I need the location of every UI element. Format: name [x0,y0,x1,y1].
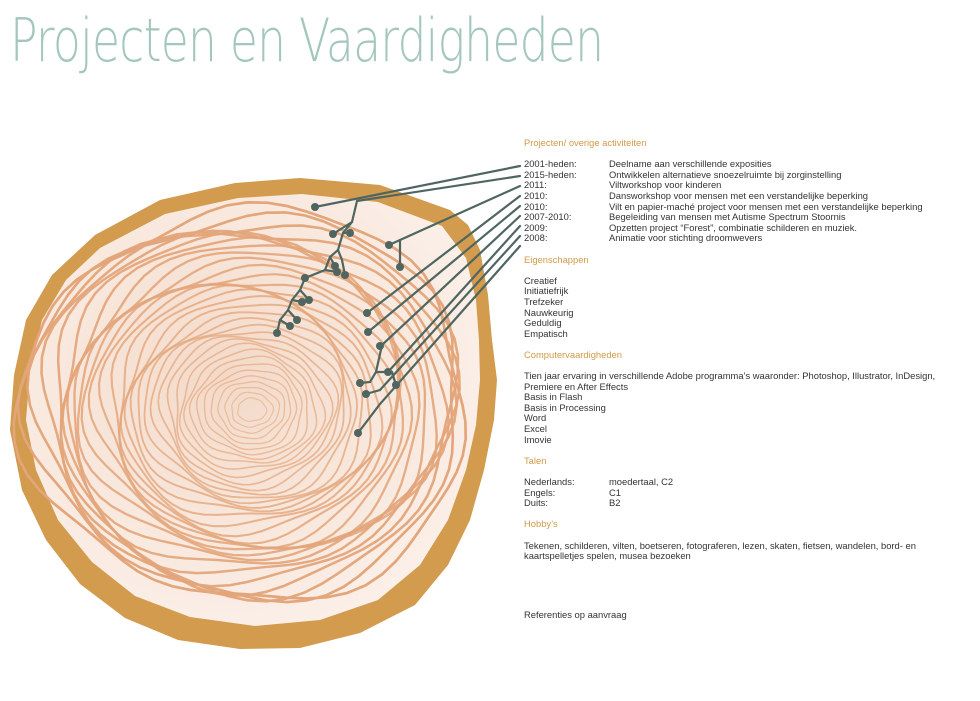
trait-item: Creatief [524,274,557,286]
computer-heading: Computervaardigheden [524,348,622,360]
branch-dot [396,263,404,271]
traits-heading: Eigenschappen [524,253,589,265]
hobbies-section [524,519,974,561]
branch-dot [346,229,354,237]
language-level: moedertaal, C2 [609,476,674,487]
project-text: Opzetten project “Forest”, combinatie schilderen en muziek. [609,221,858,233]
branch-dot [354,429,362,437]
trait-item: Initiatiefrijk [524,285,569,297]
branch-dot [333,268,341,276]
project-period: 2009: [524,221,548,233]
branch-dot [298,298,306,306]
computer-item: Basis in Flash [524,391,583,403]
language-row [524,477,974,488]
branch-dot [385,241,393,249]
computer-item: Basis in Processing [524,401,606,413]
project-text: Animatie voor stichting droomwevers [609,232,763,244]
branch-dot [273,329,281,337]
branch-dot [301,274,309,282]
references-note: Referenties op aanvraag [524,609,627,620]
project-period: 2001-heden: [524,158,577,170]
project-row [524,191,974,202]
project-row [524,233,974,244]
branch-dot [329,230,337,238]
trait-item: Empatisch [524,327,568,339]
computer-section [524,350,974,445]
branch-dot [311,203,319,211]
language-level: B2 [609,497,621,509]
branch-dot [362,390,370,398]
trait-item: Trefzeker [524,295,564,307]
hobbies-heading: Hobby’s [524,518,558,530]
traits-section [524,255,974,340]
languages-heading: Talen [524,454,547,466]
computer-item: Tien jaar ervaring in verschillende Adobe programma’s waaronder: Photoshop, Illustrator, InDesign, Premiere en After Effects [524,370,936,392]
branch-dot [376,342,384,350]
page-title: Projecten en Vaardigheden [10,6,604,76]
project-text: Begeleiding van mensen met Autisme Spectrum Stoornis [609,211,846,223]
branch-dot [363,309,371,317]
project-text: Dansworkshop voor mensen met een verstandelijke beperking [609,189,868,201]
computer-item: Imovie [524,433,552,445]
project-period: 2010: [524,189,548,201]
computer-item: Word [524,412,547,424]
hobbies-text: Tekenen, schilderen, vilten, boetseren, fotograferen, lezen, skaten, fietsen, wandelen, bord- en kaartspelletjes spelen, musea bezoeken [524,539,916,562]
trait-item: Nauwkeurig [524,306,574,318]
project-period: 2011: [524,179,547,191]
project-period: 2008: [524,232,548,244]
project-text: Vilt en papier-maché project voor mensen met een verstandelijke beperking [609,200,923,212]
branch-dot [293,316,301,324]
language-name: Nederlands: [524,476,575,487]
project-row [524,170,974,181]
project-text: Deelname aan verschillende exposities [609,158,772,170]
languages-section [524,456,974,509]
branch-dot [341,271,349,279]
language-row [524,488,974,499]
branch-dot [305,296,313,304]
branch-dot [384,368,392,376]
branch-dot [286,322,294,330]
branch-dot [364,328,372,336]
language-row [524,498,974,509]
trait-item: Geduldig [524,317,562,329]
computer-item: Excel [524,423,547,435]
branch-dot [392,381,400,389]
project-text: Ontwikkelen alternatieve snoezelruimte bij zorginstelling [609,168,842,180]
branch-dot [356,379,364,387]
project-period: 2015-heden: [524,168,577,180]
language-level: C1 [609,486,621,498]
projects-heading: Projecten/ overige activiteiten [524,137,647,148]
project-period: 2007-2010: [524,211,572,223]
project-period: 2010: [524,200,548,212]
projects-section [524,138,974,244]
cv-content [524,138,974,572]
project-text: Viltworkshop voor kinderen [609,179,722,191]
tree-stump [10,178,497,649]
language-name: Duits: [524,497,548,509]
language-name: Engels: [524,486,556,498]
